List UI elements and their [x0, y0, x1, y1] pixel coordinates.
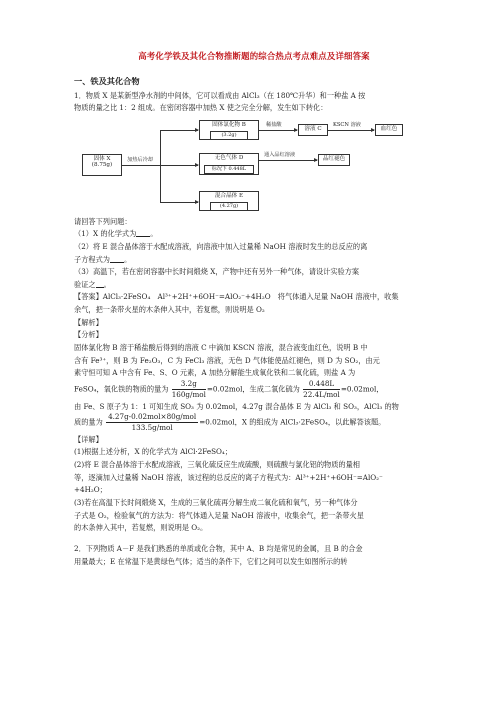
solid-b-box [199, 120, 259, 140]
q1-part3-text: 验证之 [74, 279, 96, 289]
q1-part1-end: 。 [150, 229, 158, 239]
q1-part1-text: （1）X 的化学式为 [74, 229, 137, 239]
detail-line5: (3)若在高温下长时间煅烧 X，生成的三氧化硫再分解生成二氧化硫和氧气，另一种气体分 [74, 498, 358, 507]
gas-d-box [199, 153, 259, 175]
answer-line1: 【答案】AlCl₃·2FeSO₄ Al³⁺+2H⁺+6OH⁻=AlO₂⁻+4H₂O 将气体通入足量 NaOH 溶液中，收集 [74, 292, 399, 302]
analysis-line1: 固体氯化物 B 溶于稀盐酸后得到的溶液 C 中滴加 KSCN 溶液，混合液变血红色，说明 B 中 [74, 343, 368, 353]
magenta-fade-box: 品红褪色 [318, 154, 350, 166]
analysis-line6 [74, 413, 434, 432]
detail-line6: 子式是 O₂，检验氧气的方法为：将气体通入足量 NaOH 溶液中，收集余气，把一条带火星 [74, 510, 364, 520]
jiexi-heading: 【解析】 [74, 317, 103, 327]
fraction-numerator: 4.27g-0.02mol×80g/mol [108, 412, 197, 422]
q1-part1 [74, 228, 434, 239]
dilute-hcl-label: 稀盐酸 [266, 121, 282, 128]
fraction-denominator: 133.5g/mol [131, 422, 173, 432]
q1-stem-line2: 物质的量之比 1：2 组成。在密闭容器中加热 X 使之完全分解，发生如下转化： [74, 103, 328, 113]
connector-line [122, 165, 160, 166]
fraction-so2 [303, 380, 340, 399]
q1-stem-line1: 1．物质 X 是某新型净水剂的中间体，它可以看成由 AlCl₃（在 180℃升华）和一种盐 A 按 [74, 90, 366, 100]
kscn-label: KSCN 溶液 [333, 121, 361, 128]
section-heading: 一、铁及其化合物 [74, 76, 140, 87]
solution-c-box: 溶液 C [298, 124, 328, 136]
branch-line [160, 130, 161, 202]
heat-label: 加热后冷却 [127, 156, 153, 163]
crystal-e-box [199, 191, 259, 211]
q2-line2: 用量最大；E 在常温下是黄绿色气体；适当的条件下，它们之间可以发生如图所示的转 [74, 556, 348, 566]
crystal-e-mass: (4.27g) [210, 202, 248, 211]
pass-magenta-label: 通入品红溶液 [264, 151, 296, 158]
q1-part3-line2 [74, 279, 434, 290]
fraction-numerator: 3.2g [172, 380, 206, 390]
analysis-line6-text-b: =0.02mol，X 的组成为 AlCl₃·2FeSO₄，以此解答该题。 [199, 417, 386, 427]
connector-c-red [328, 130, 374, 131]
analysis-line2: 含有 Fe³⁺，则 B 为 Fe₂O₃，C 为 FeCl₃ 溶液，无色 D 气体能使品红褪色，则 D 为 SO₂，由元 [74, 355, 380, 365]
q1-prompt: 请回答下列问题： [74, 216, 132, 226]
fraction-fe2o3 [172, 380, 206, 399]
q1-part2-end: 。 [123, 254, 132, 264]
crystal-e-label: 混合晶体 E [214, 192, 244, 199]
analysis-line4-text-a: FeSO₄，氧化铁的物质的量为 [74, 384, 169, 394]
fraction-denominator: 22.4L/mol [303, 389, 340, 399]
solid-b-label: 固体氯化物 B [212, 121, 246, 128]
solid-x-label: 固体 X [93, 155, 111, 162]
fraction-denominator: 160g/mol [171, 389, 206, 399]
q1-part2-line2 [74, 254, 434, 265]
detail-line7: 的木条伸入其中，若复燃，则说明是 O₂。 [74, 523, 208, 533]
fraction-alcl3 [106, 413, 198, 432]
answer-blank [110, 255, 124, 263]
blood-red-box: 血红色 [375, 124, 403, 136]
question-2 [74, 543, 434, 566]
page-title: 高考化学铁及其化合物推断题的综合热点考点难点及详细答案 [138, 51, 370, 61]
q1-part3-end: 。 [103, 279, 111, 289]
detail-line2: (2)将 E 混合晶体溶于水配成溶液，三氧化硫反应生成硫酸，则硫酸与氯化铝的物质的量相 [74, 460, 360, 470]
solid-b-mass: (3.2g) [210, 131, 248, 140]
gas-d-label: 无色气体 D [214, 154, 244, 161]
analysis-line4-text-c: =0.02mol， [340, 384, 384, 394]
gas-d-volume: 标况下 0.448L [204, 165, 254, 174]
q1-part2-text: 子方程式为 [74, 254, 110, 264]
analysis-line6-text-a: 质的量为 [74, 417, 103, 427]
branch-to-b [160, 130, 198, 131]
xiangjie-heading: 【详解】 [74, 434, 103, 444]
branch-to-e [160, 202, 198, 203]
connector-d-fade [259, 160, 317, 161]
q1-part3-line1: （3）高温下，若在密闭容器中长时间煅烧 X，产物中还有另外一种气体，请设计实验方案 [74, 267, 360, 277]
solid-x-box [82, 154, 122, 176]
analysis-line3: 素守恒可知 A 中含有 Fe、S、O 元素，A 加热分解能生成氧化铁和二氧化硫，则盐 A 为 [74, 368, 356, 378]
analysis-line4-text-b: =0.02mol，生成二氧化硫为 [206, 384, 300, 394]
fenxi-heading: 【分析】 [74, 330, 103, 340]
detail-line1: (1)根据上述分析，X 的化学式为 AlCl·2FeSO₄； [74, 447, 232, 457]
fraction-numerator: 0.448L [303, 380, 340, 390]
analysis-line4 [74, 380, 434, 399]
connector-b-c [259, 130, 297, 131]
answer-line2: 余气，把一条带火星的木条伸入其中，若复燃，则说明是 O₂ [74, 305, 265, 315]
detail-line4: +4H₂O； [74, 485, 107, 495]
reaction-flow-diagram [82, 120, 452, 210]
branch-to-d [160, 165, 198, 166]
q2-line1: 2．下列物质 A－F 是我们熟悉的单质或化合物，其中 A、B 均是常见的金属，且 B 的合金 [74, 544, 363, 554]
q1-part2-line1: （2）将 E 混合晶体溶于水配成溶液，向溶液中加入过量稀 NaOH 溶液时发生的总反应的离 [74, 241, 368, 251]
detail-line3: 等，逐滴加入过量稀 NaOH 溶液，该过程的总反应的离子方程式为：Al³⁺+2H⁺+6OH⁻=AlO₂⁻ [74, 472, 383, 482]
solid-x-mass: (8.75g) [91, 162, 113, 169]
answer-blank [136, 229, 150, 237]
analysis-line5: 由 Fe、S 原子为 1：1 可知生成 SO₃ 为 0.02mol，4.27g 混合晶体 E 为 AlCl₃ 和 SO₃，AlCl₃ 的物 [74, 401, 399, 411]
answer-blank [96, 280, 104, 288]
